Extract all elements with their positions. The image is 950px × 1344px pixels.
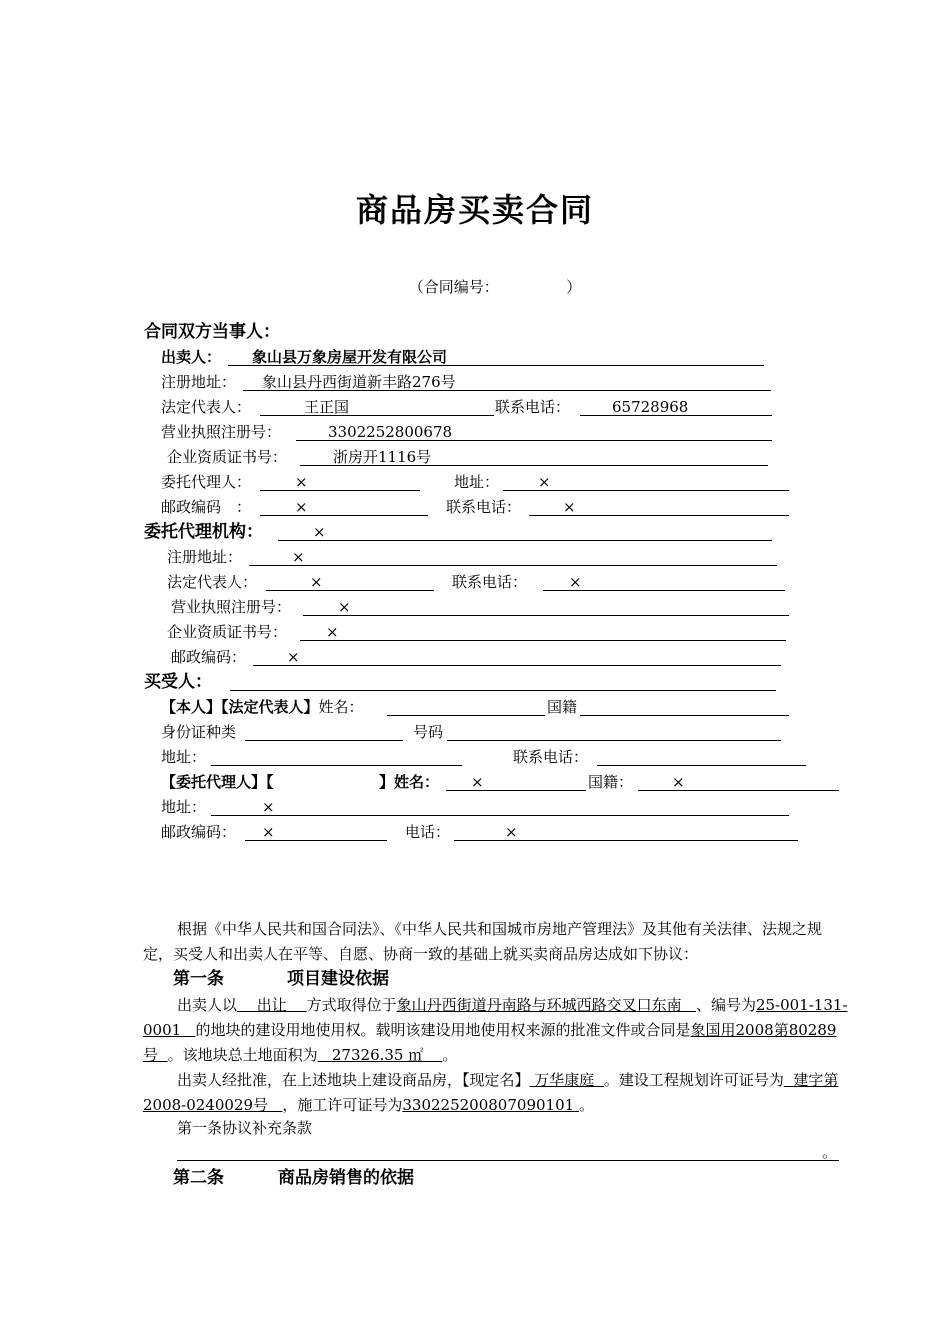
agency-license-label: 营业执照注册号： [171,598,292,616]
a1-text-c: 、编号为 [695,996,756,1014]
buyer-agent-name: × [471,773,484,791]
agency-address: × [292,548,305,566]
buyer-agent-label-b-wrap [379,772,439,792]
agency-name: × [313,523,326,541]
buyer-agent-postcode: × [262,823,275,841]
article1-number: 第一条 [173,969,224,989]
seller-label: 出卖人： [161,348,222,366]
seller-agent-phone-label: 联系电话： [446,498,522,516]
buyer-self-label: 【本人】【法定代表人】 [161,698,319,716]
agency-postcode-label: 邮政编码： [171,648,247,666]
seller-license: 3302252800678 [328,423,453,441]
a1-p2-text-c: ，施工许可证号为 [282,1096,403,1114]
seller-qualification: 浙房开1116号 [333,448,432,466]
a1-text-f: 。 [442,1046,458,1064]
seller-agent-address-label: 地址： [454,473,500,491]
agency-label: 委托代理机构： [144,522,263,542]
a1-parcel: 25-001-131-0001 [143,996,848,1039]
buyer-agent-phone-label: 电话： [405,823,451,841]
agency-legal-rep-label: 法定代表人： [167,573,258,591]
buyer-agent-address-label: 地址： [161,798,207,816]
a1-project-name: 万华康庭 [534,1071,595,1089]
buyer-agent-label-b: 】姓名： [379,773,440,791]
article1-supplement-end: 。 [822,1143,838,1161]
buyer-agent-address: × [262,798,275,816]
agency-address-label: 注册地址： [167,548,243,566]
article1-supplement: 第一条协议补充条款 [177,1119,313,1137]
seller-postcode: × [295,498,308,516]
seller-name: 象山县万象房屋开发有限公司 [252,348,448,366]
article2-number: 第二条 [173,1168,224,1188]
article1-paragraph1 [143,993,851,1068]
seller-agent-label: 委托代理人： [161,473,252,491]
buyer-name-label: 姓名： [318,698,364,716]
seller-address: 象山县丹西街道新丰路276号 [262,373,456,391]
article1-heading: 项目建设依据 [287,969,389,989]
agency-postcode: × [287,648,300,666]
seller-license-label: 营业执照注册号： [161,423,282,441]
a1-p2-text-d: 。 [578,1096,594,1114]
a1-text-e: 。该地块总土地面积为 [167,1046,318,1064]
a1-text-a: 出卖人以 [177,996,238,1014]
article2-heading: 商品房销售的依据 [278,1168,414,1188]
seller-agent-address: × [538,473,551,491]
a1-text-b: 方式取得位于 [306,996,397,1014]
page-title: 商品房买卖合同 [355,191,594,229]
seller-address-label: 注册地址： [161,373,237,391]
seller-qualification-label: 企业资质证书号： [167,448,288,466]
seller-agent-phone: × [563,498,576,516]
buyer-label: 买受人： [144,672,212,692]
agency-qualification: × [326,623,339,641]
preamble: 根据《中华人民共和国合同法》、《中华人民共和国城市房地产管理法》及其他有关法律、法规之规定，买受人和出卖人在平等、自愿、协商一致的基础上就买卖商品房达成如下协议： [143,920,823,963]
a1-text-d: 的地块的建设用地使用权。载明该建设用地使用权来源的批准文件或合同是 [195,1021,691,1039]
agency-phone: × [569,573,582,591]
buyer-nationality-label: 国籍 [547,698,578,716]
buyer-agent-nationality: × [672,773,685,791]
a1-doc: 象国用2008第80289号 [143,1021,837,1064]
agency-phone-label: 联系电话： [452,573,528,591]
seller-phone-label: 联系电话： [495,398,571,416]
buyer-agent-postcode-label: 邮政编码： [161,823,237,841]
a1-method-value: 出让 [256,996,287,1014]
article1-paragraph2 [143,1068,851,1118]
seller-legal-rep-label: 法定代表人： [161,398,252,416]
a1-method [237,996,307,1014]
buyer-agent-phone: × [505,823,518,841]
seller-agent: × [295,473,308,491]
buyer-agent-label-a: 【委托代理人】【 [161,773,274,791]
buyer-agent-nationality-label: 国籍： [588,773,634,791]
contract-number: （合同编号： ） [408,278,582,296]
parties-heading: 合同双方当事人： [144,322,280,342]
agency-license: × [338,598,351,616]
a1-planning-permit: 建字第2008-0240029号 [143,1071,839,1114]
buyer-phone-label: 联系电话： [513,748,589,766]
agency-legal-rep: × [310,573,323,591]
seller-postcode-label: 邮政编码 ： [161,498,252,516]
buyer-id-no-label: 号码 [413,723,444,741]
seller-legal-rep: 王正国 [304,398,350,416]
a1-p2-text-a: 出卖人经批准，在上述地块上建设商品房，【现定名】 [177,1071,530,1089]
seller-phone: 65728968 [612,398,689,416]
a1-area: 27326.35 ㎡ [331,1046,424,1064]
buyer-id-type-label: 身份证种类 [161,723,237,741]
buyer-self-row [161,697,364,717]
buyer-address-label: 地址： [161,748,207,766]
a1-location: 象山丹西街道丹南路与环城西路交叉口东南 [396,996,682,1014]
a1-construction-permit: 330225200807090101 [402,1096,575,1114]
a1-p2-text-b: 。建设工程规划许可证号为 [603,1071,784,1089]
agency-qualification-label: 企业资质证书号： [167,623,288,641]
